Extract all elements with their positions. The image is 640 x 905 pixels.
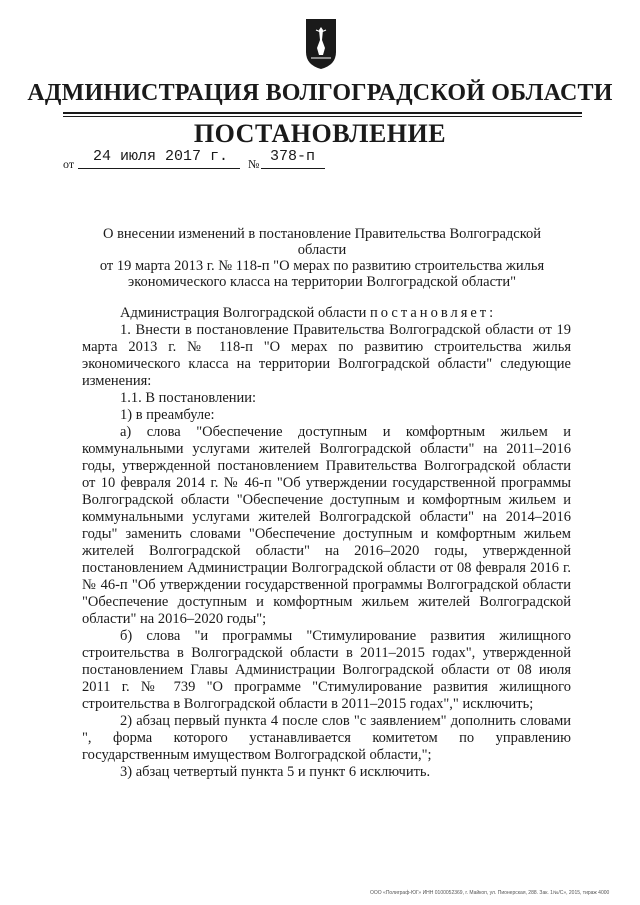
- preamble-text: Администрация Волгоградской области: [120, 305, 371, 321]
- body-paragraph: 1.1. В постановлении:: [120, 390, 257, 406]
- body-paragraph: а) слова "Обеспечение доступным и комфортным жильем и коммунальными услугами жителей Волгоградской области" на 2011–2016 годы, утвержденной постановлением Правительства Волгоградской области от 10 февраля 2014 г. № 46-п "Об утверждении государственной программы Волгоградской области "Обеспечение доступным и комфортным жильем и коммунальными услугами жителей Волгоградской области" на 2014–2016 годы" заменить словами "Обеспечение доступным и комфортным жильем жителей Волгоградской области" на 2016–2020 годы, утвержденной постановлением Администрации Волгоградской области от 08 февраля 2016 г. № 46-п "Об утверждении государственной программы Волгоградской области "Обеспечение доступным и комфортным жильем жителей Волгоградской области" на 2016–2020 годы";: [82, 424, 571, 627]
- preamble: [82, 305, 571, 322]
- preamble-verb: постановляет:: [370, 305, 497, 321]
- date-number-line: [63, 148, 383, 174]
- document-subject: [82, 226, 562, 290]
- organization-title: АДМИНИСТРАЦИЯ ВОЛГОГРАДСКОЙ ОБЛАСТИ: [27, 80, 613, 106]
- body-paragraph: 1) в преамбуле:: [120, 407, 215, 423]
- document-number: 378-п: [270, 148, 316, 165]
- document-body: [82, 305, 571, 781]
- subject-line: О внесении изменений в постановление Правительства Волгоградской области: [102, 226, 542, 258]
- body-paragraph: б) слова "и программы "Стимулирование развития жилищного строительства в Волгоградской области в 2011–2015 годах", утвержденной постановлением Главы Администрации Волгоградской области от 08 июля 2011 г. № 739 "О программе "Стимулирование развития жилищного строительства в Волгоградской области в 2011–2015 годах"," исключить;: [82, 628, 571, 712]
- header-rule-thin: [63, 116, 582, 117]
- body-paragraph: 2) абзац первый пункта 4 после слов "с заявлением" дополнить словами ", форма которого устанавливается комитетом по управлению государственным имуществом Волгоградской области,";: [82, 713, 571, 763]
- number-prefix: №: [248, 157, 260, 171]
- date-underline: [78, 168, 240, 169]
- document-date: 24 июля 2017 г.: [93, 148, 229, 165]
- number-underline: [261, 168, 325, 169]
- date-prefix: от: [63, 157, 75, 171]
- print-footer-note: ООО «Полиграф-ЮГ» ИНН 0100052369, г. Майкоп, ул. Пионерская, 288. Зак. 1№/С», 2015, тираж 4000: [370, 890, 610, 896]
- coat-of-arms-emblem: [305, 18, 337, 70]
- body-paragraph: 1. Внести в постановление Правительства Волгоградской области от 19 марта 2013 г. № 118-п "О мерах по развитию строительства жилья экономического класса на территории Волгоградской области" следующие изменения:: [82, 322, 571, 389]
- document-type-title: ПОСТАНОВЛЕНИЕ: [193, 119, 447, 148]
- body-paragraph: 3) абзац четвертый пункта 5 и пункт 6 исключить.: [120, 764, 431, 780]
- header-rule-thick: [63, 112, 582, 114]
- subject-line: экономического класса на территории Волгоградской области": [127, 274, 517, 290]
- subject-line: от 19 марта 2013 г. № 118-п "О мерах по развитию строительства жилья: [99, 258, 545, 274]
